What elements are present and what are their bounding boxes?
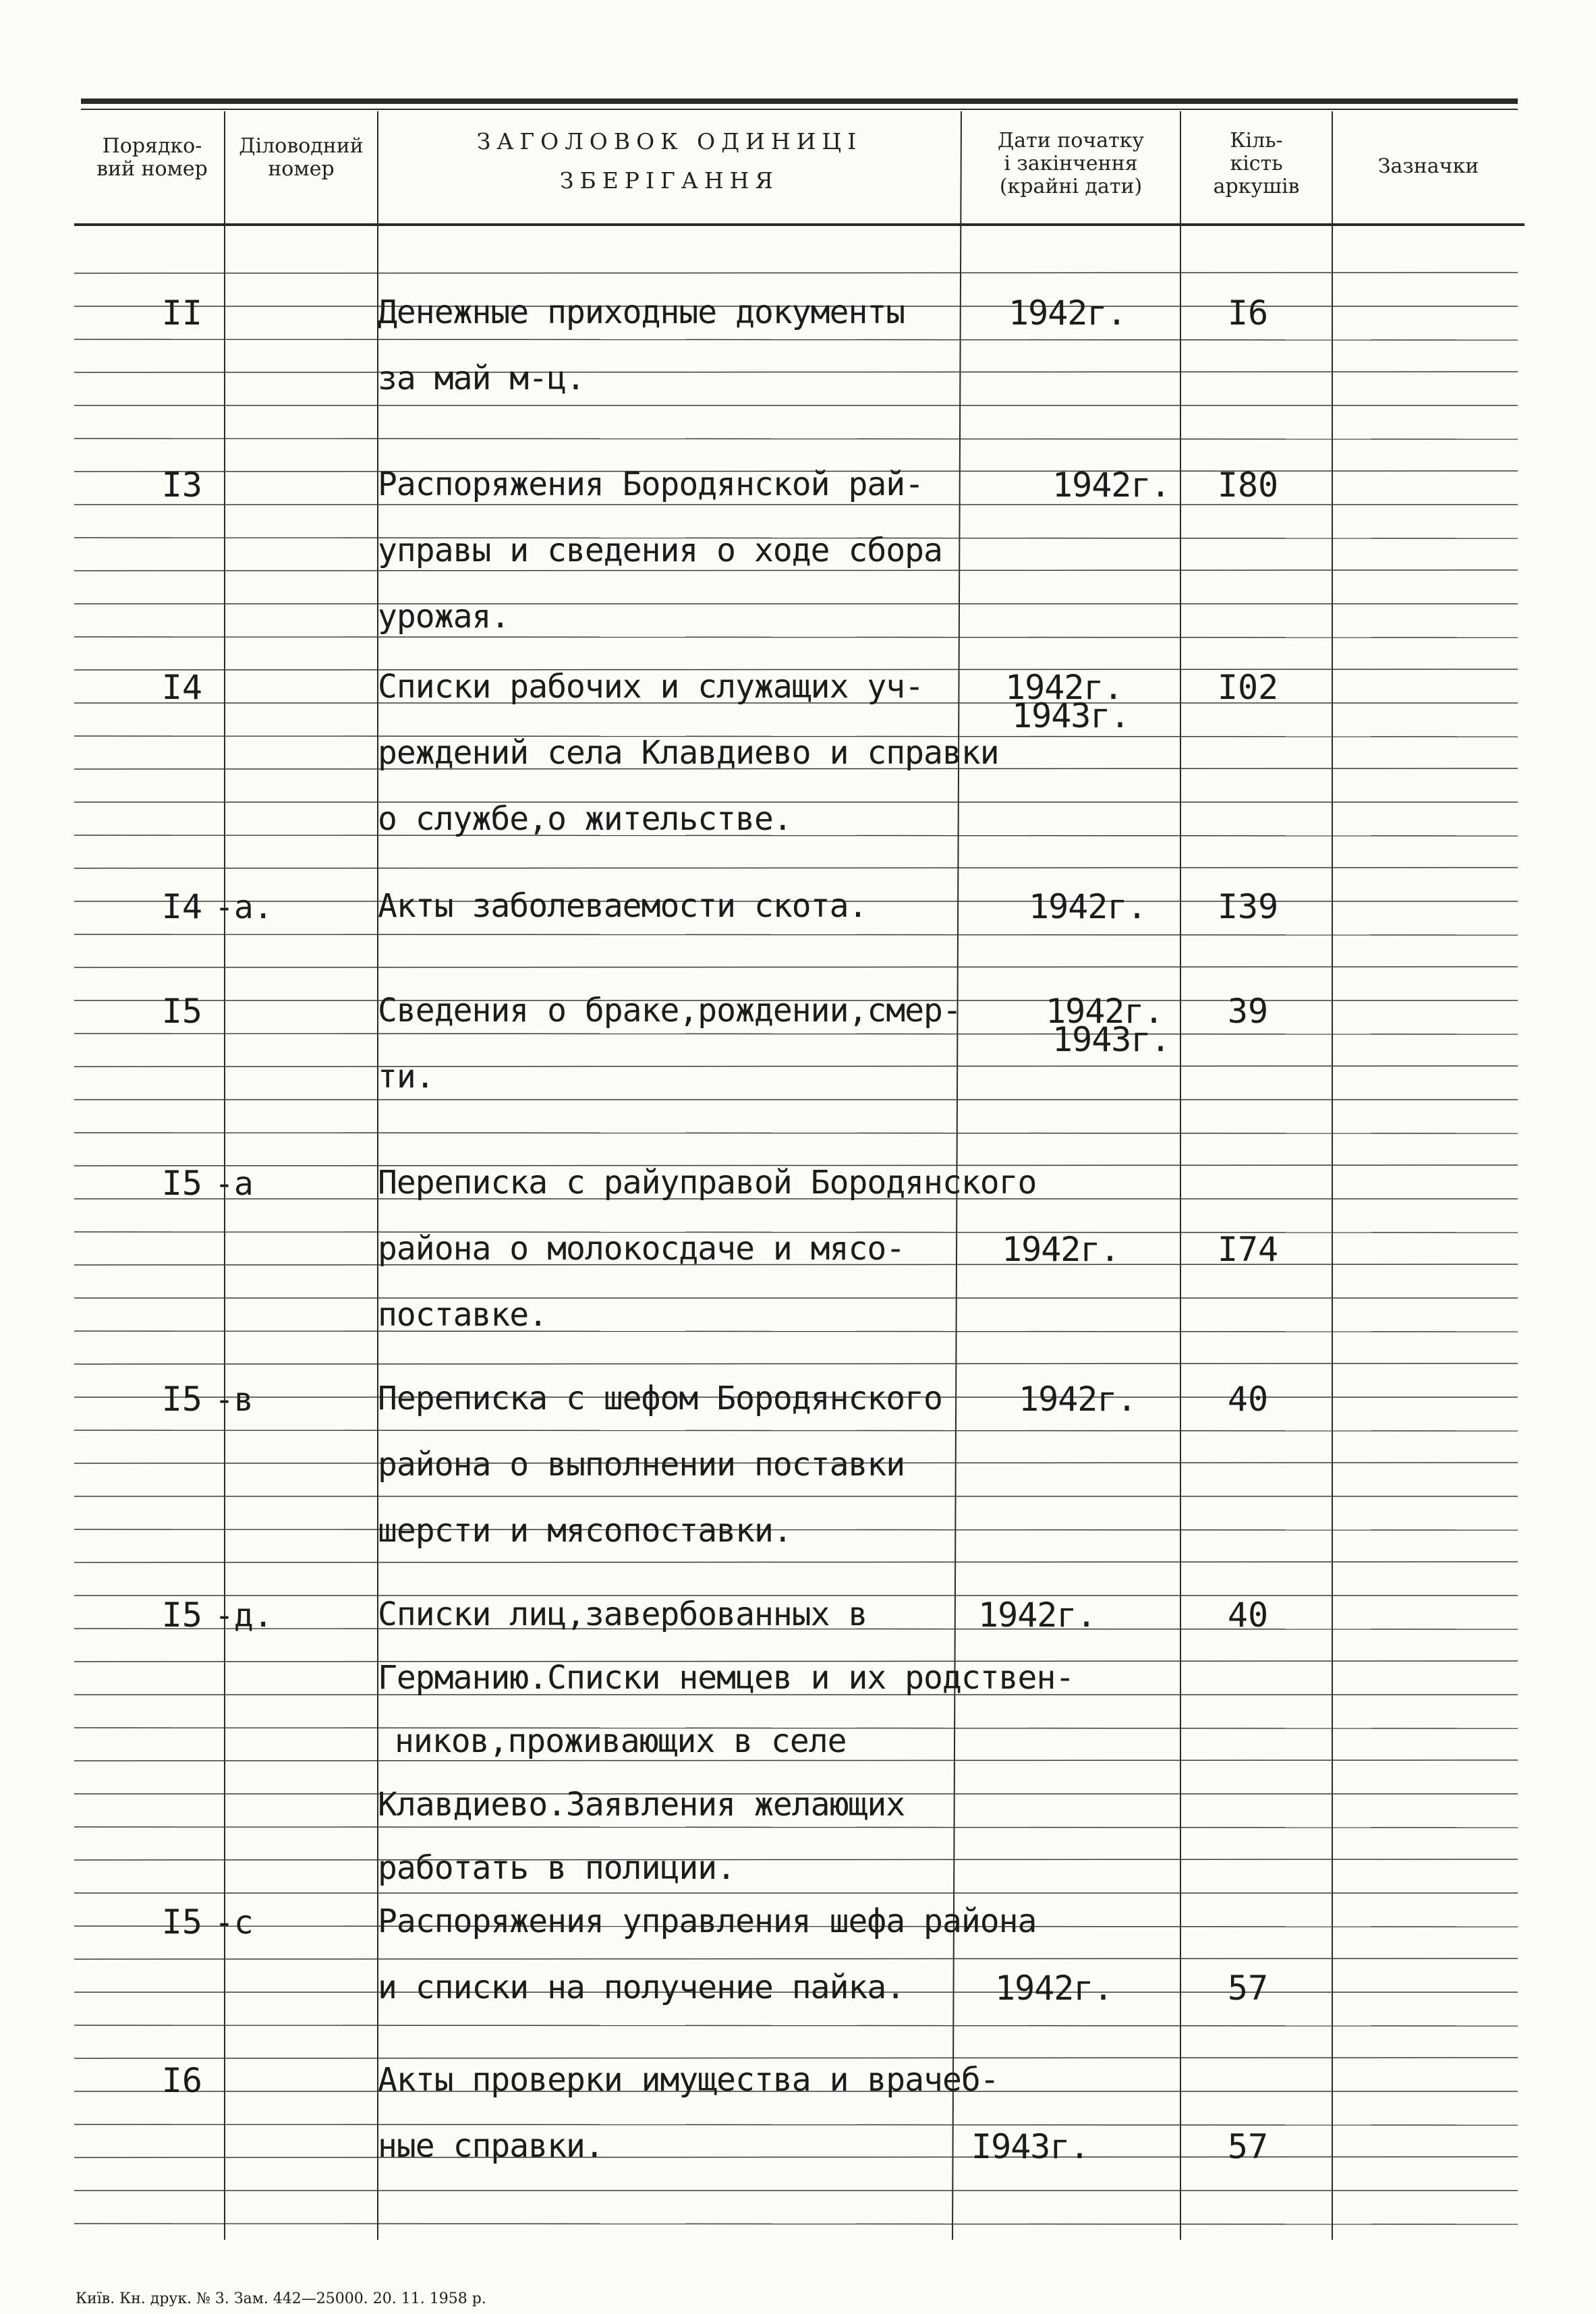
col-header-sheet-count: [1180, 130, 1332, 198]
ruling-line: [74, 1859, 1518, 1860]
title-line: шерсти и мясопоставки.: [378, 1512, 792, 1550]
row-number-suffix: -а.: [215, 888, 273, 926]
title-line: Переписка с шефом Бородянского: [378, 1380, 942, 1417]
ruling-line: [74, 2025, 1518, 2026]
row-sheet-count: 40: [1227, 1380, 1269, 1419]
row-order-number: I5: [161, 1380, 202, 1419]
row-order-number: I3: [161, 465, 202, 505]
row-sheet-count: I80: [1217, 465, 1279, 505]
col-header-office-number: [225, 135, 378, 181]
row-order-number: I5: [161, 992, 202, 1031]
row-date: I943г.: [971, 2127, 1089, 2166]
title-line: работать в полиции.: [378, 1849, 736, 1887]
title-line: поставке.: [378, 1296, 548, 1334]
header-text: ЗБЕРІГАННЯ: [559, 167, 780, 194]
title-line: Распоряжения Бородянской рай-: [378, 465, 924, 503]
header-text: номер: [268, 157, 335, 181]
title-line: о службе,о жительстве.: [378, 800, 792, 838]
row-sheet-count: 57: [1227, 2127, 1269, 2166]
header-text: вий номер: [96, 157, 208, 181]
title-line: за май м-ц.: [378, 360, 585, 397]
title-line: Переписка с райуправой Бородянского: [378, 1164, 1037, 1202]
row-sheet-count: 57: [1227, 1969, 1269, 2008]
title-line: Списки лиц,завербованных в: [378, 1596, 867, 1633]
row-sheet-count: I39: [1217, 887, 1279, 926]
row-date: 1942г.: [1019, 1380, 1137, 1419]
title-line: ников,проживающих в селе: [395, 1722, 847, 1760]
ruling-line: [74, 1760, 1518, 1761]
title-line: Клавдиево.Заявления желающих: [378, 1786, 905, 1824]
title-line: управы и сведения о ходе сбора: [378, 532, 942, 569]
title-line: урожая.: [378, 598, 510, 636]
header-text: ЗАГОЛОВОК ОДИНИЦІ: [476, 128, 863, 154]
row-sheet-count: 39: [1227, 992, 1269, 1031]
row-order-number: I5: [161, 1164, 202, 1203]
ruling-line: [74, 1430, 1518, 1431]
title-line: района о выполнении поставки: [378, 1446, 905, 1484]
header-text: Порядко-: [102, 134, 202, 158]
col-header-notes: [1332, 155, 1524, 178]
ruling-line: [74, 1331, 1518, 1332]
ruling-line: [74, 1827, 1518, 1828]
row-order-number: I5: [161, 1902, 202, 1942]
title-line: ные справки.: [378, 2127, 604, 2165]
row-sheet-count: I6: [1227, 293, 1269, 333]
print-imprint: Київ. Кн. друк. № 3. Зам. 442—25000. 20. 11. 1958 р.: [76, 2290, 486, 2307]
header-text: і закінчення: [1004, 152, 1138, 175]
title-line: Акты заболеваемости скота.: [378, 887, 867, 925]
row-number-suffix: -а: [215, 1165, 254, 1203]
row-sheet-count: 40: [1227, 1596, 1269, 1635]
title-line: Сведения о браке,рождении,смер-: [378, 992, 961, 1029]
title-line: Списки рабочих и служащих уч-: [378, 668, 924, 706]
row-date: 1942г.: [1005, 668, 1123, 707]
ruling-line: [74, 570, 1518, 571]
col-header-dates: [961, 130, 1180, 198]
header-text: Кіль-: [1230, 129, 1283, 152]
row-date: 1942г.: [1002, 1230, 1120, 1269]
title-line: Распоряжения управления шефа района: [378, 1902, 1037, 1940]
col-header-title: [378, 128, 961, 194]
row-order-number: I5: [161, 1596, 202, 1635]
ruling-line: [74, 1529, 1518, 1530]
col-header-order-number: [80, 135, 225, 181]
ruling-line: [74, 2124, 1518, 2125]
header-text: (крайні дати): [999, 175, 1143, 198]
header-text: Зазначки: [1377, 154, 1479, 178]
header-text: аркушів: [1213, 175, 1300, 198]
row-date: 1943г.: [1012, 696, 1130, 735]
title-line: реждений села Клавдиево и справки: [378, 734, 999, 772]
row-number-suffix: -в: [215, 1381, 254, 1419]
title-line: и списки на получение пайка.: [378, 1969, 905, 2006]
ruling-line: [74, 1066, 1518, 1067]
title-line: Денежные приходные документы: [378, 293, 905, 331]
ruling-line: [74, 1958, 1518, 1959]
row-number-suffix: -д.: [215, 1597, 273, 1635]
title-line: Акты проверки имущества и врачеб-: [378, 2061, 999, 2099]
ruling-line: [74, 934, 1518, 935]
row-date: 1942г.: [995, 1969, 1113, 2008]
title-line: ти.: [378, 1058, 434, 1096]
row-order-number: I4: [161, 887, 202, 926]
title-line: района о молокосдаче и мясо-: [378, 1230, 905, 1268]
ruling-line: [74, 339, 1518, 340]
header-text: Дати початку: [997, 129, 1145, 152]
header-text: кість: [1230, 152, 1283, 175]
row-date: 1942г.: [1029, 887, 1147, 926]
row-date: 1942г.: [978, 1596, 1096, 1635]
ruling-line: [74, 1363, 1518, 1364]
row-date: 1942г.: [1008, 293, 1127, 333]
title-line: Германию.Списки немцев и их родствен-: [378, 1659, 1075, 1697]
row-order-number: I6: [161, 2061, 202, 2100]
row-order-number: II: [161, 293, 202, 333]
row-date: 1943г.: [1052, 1020, 1170, 1059]
header-text: Діловодний: [239, 134, 364, 158]
ruling-line: [74, 835, 1518, 836]
row-date: 1942г.: [1046, 992, 1164, 1031]
row-number-suffix: -с: [215, 1904, 254, 1942]
row-sheet-count: I74: [1217, 1230, 1279, 1269]
row-order-number: I4: [161, 668, 202, 707]
row-date: 1942г.: [1052, 465, 1170, 505]
row-sheet-count: I02: [1217, 668, 1279, 707]
ruling-line: [74, 637, 1518, 638]
